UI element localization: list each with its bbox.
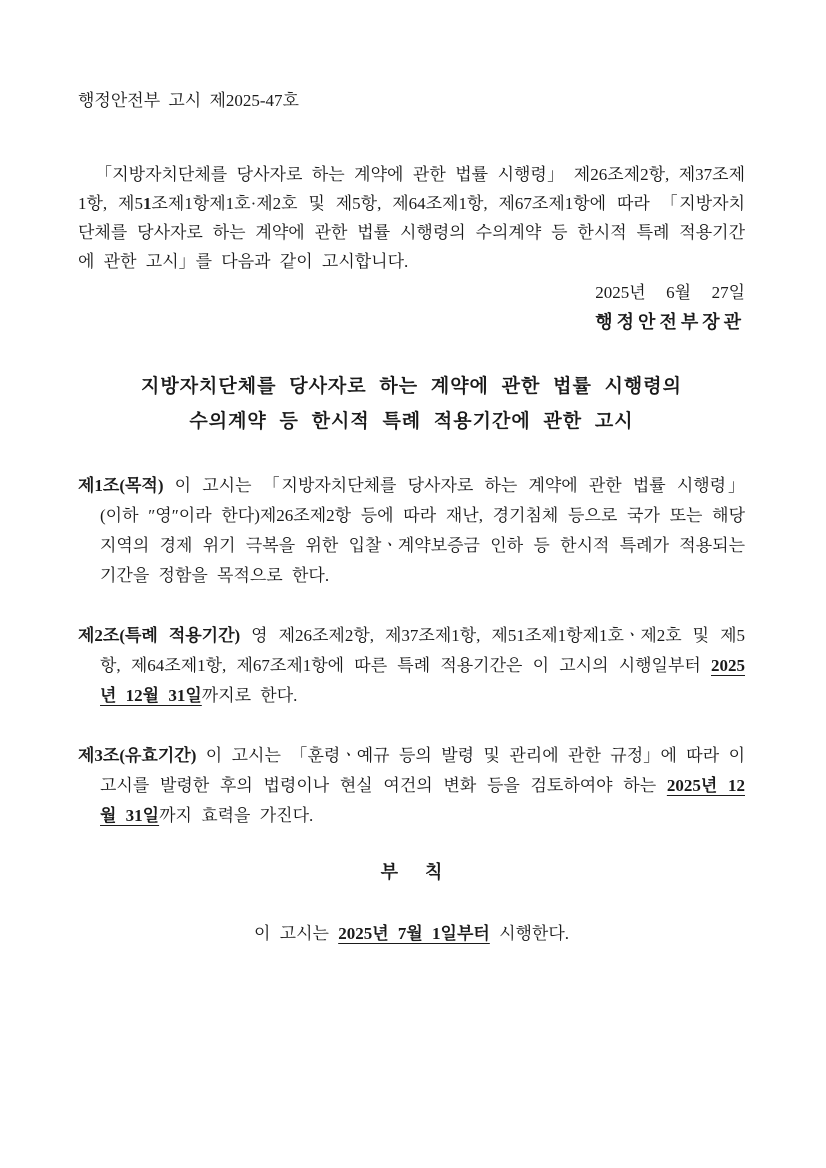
addendum-body-before: 이 고시는 (253, 924, 339, 943)
article-3-label: 제3조(유효기간) (78, 746, 197, 765)
effective-date-underlined: 2025년 7월 1일부터 (338, 924, 490, 943)
preamble-bold-digit: 1 (142, 194, 152, 213)
addendum-sentence (78, 919, 745, 949)
article-3-deadline-underlined: 2025년 12월 31일 (100, 776, 745, 825)
article-2-deadline-underlined: 2025년 12월 31일 (100, 656, 745, 705)
preamble-text-2: 조제1항제1호·제2호 및 제5항, 제64조제1항, 제67조제1항에 따라 「지방자치단체를 당사자로 하는 계약에 관한 법률 시행령의 수의계약 등 한시적 특례 적용기간에 관한 고시」를 다음과 같이 고시합니다. (78, 194, 745, 271)
notice-number: 행정안전부 고시 제2025-47호 (78, 91, 299, 110)
article-1 (78, 471, 745, 591)
article-1-body: 이 고시는 「지방자치단체를 당사자로 하는 계약에 관한 법률 시행령」(이하 ″영″이라 한다)제26조제2항 등에 따라 재난, 경기침체 등으로 국가 또는 해당 지역의 경제 위기 극복을 위한 입찰ㆍ계약보증금 인하 등 한시적 특례가 적용되는 기간을 정함을 목적으로 한다. (100, 476, 745, 585)
addendum-body-after: 시행한다. (489, 924, 570, 943)
article-2-label: 제2조(특례 적용기간) (78, 626, 241, 645)
addendum-heading: 부 칙 (380, 862, 443, 882)
issuer-name: 행정안전부장관 (595, 312, 745, 332)
preamble (78, 160, 745, 276)
notice-date: 2025년 6월 27일 (595, 283, 745, 302)
title-line-1: 지방자치단체를 당사자로 하는 계약에 관한 법률 시행령의 (141, 376, 682, 397)
article-3 (78, 741, 745, 831)
article-2-body-before: 영 제26조제2항, 제37조제1항, 제51조제1항제1호ㆍ제2호 및 제5항, 제64조제1항, 제67조제1항에 따른 특례 적용기간은 이 고시의 시행일부터 (100, 626, 745, 675)
article-3-body-before: 이 고시는 「훈령ㆍ예규 등의 발령 및 관리에 관한 규정」에 따라 이 고시를 발령한 후의 법령이나 현실 여건의 변화 등을 검토하여야 하는 (100, 746, 745, 795)
article-2-body-after: 까지로 한다. (201, 686, 298, 705)
article-2 (78, 621, 745, 711)
article-3-body-after: 까지 효력을 가진다. (159, 806, 314, 825)
article-1-label: 제1조(목적) (78, 476, 164, 495)
document-title (78, 369, 745, 439)
title-line-2: 수의계약 등 한시적 특례 적용기간에 관한 고시 (189, 411, 634, 432)
preamble-text-1: 「지방자치단체를 당사자로 하는 계약에 관한 법률 시행령」 제26조제2항, 제37조제1항, 제5 (78, 165, 745, 213)
